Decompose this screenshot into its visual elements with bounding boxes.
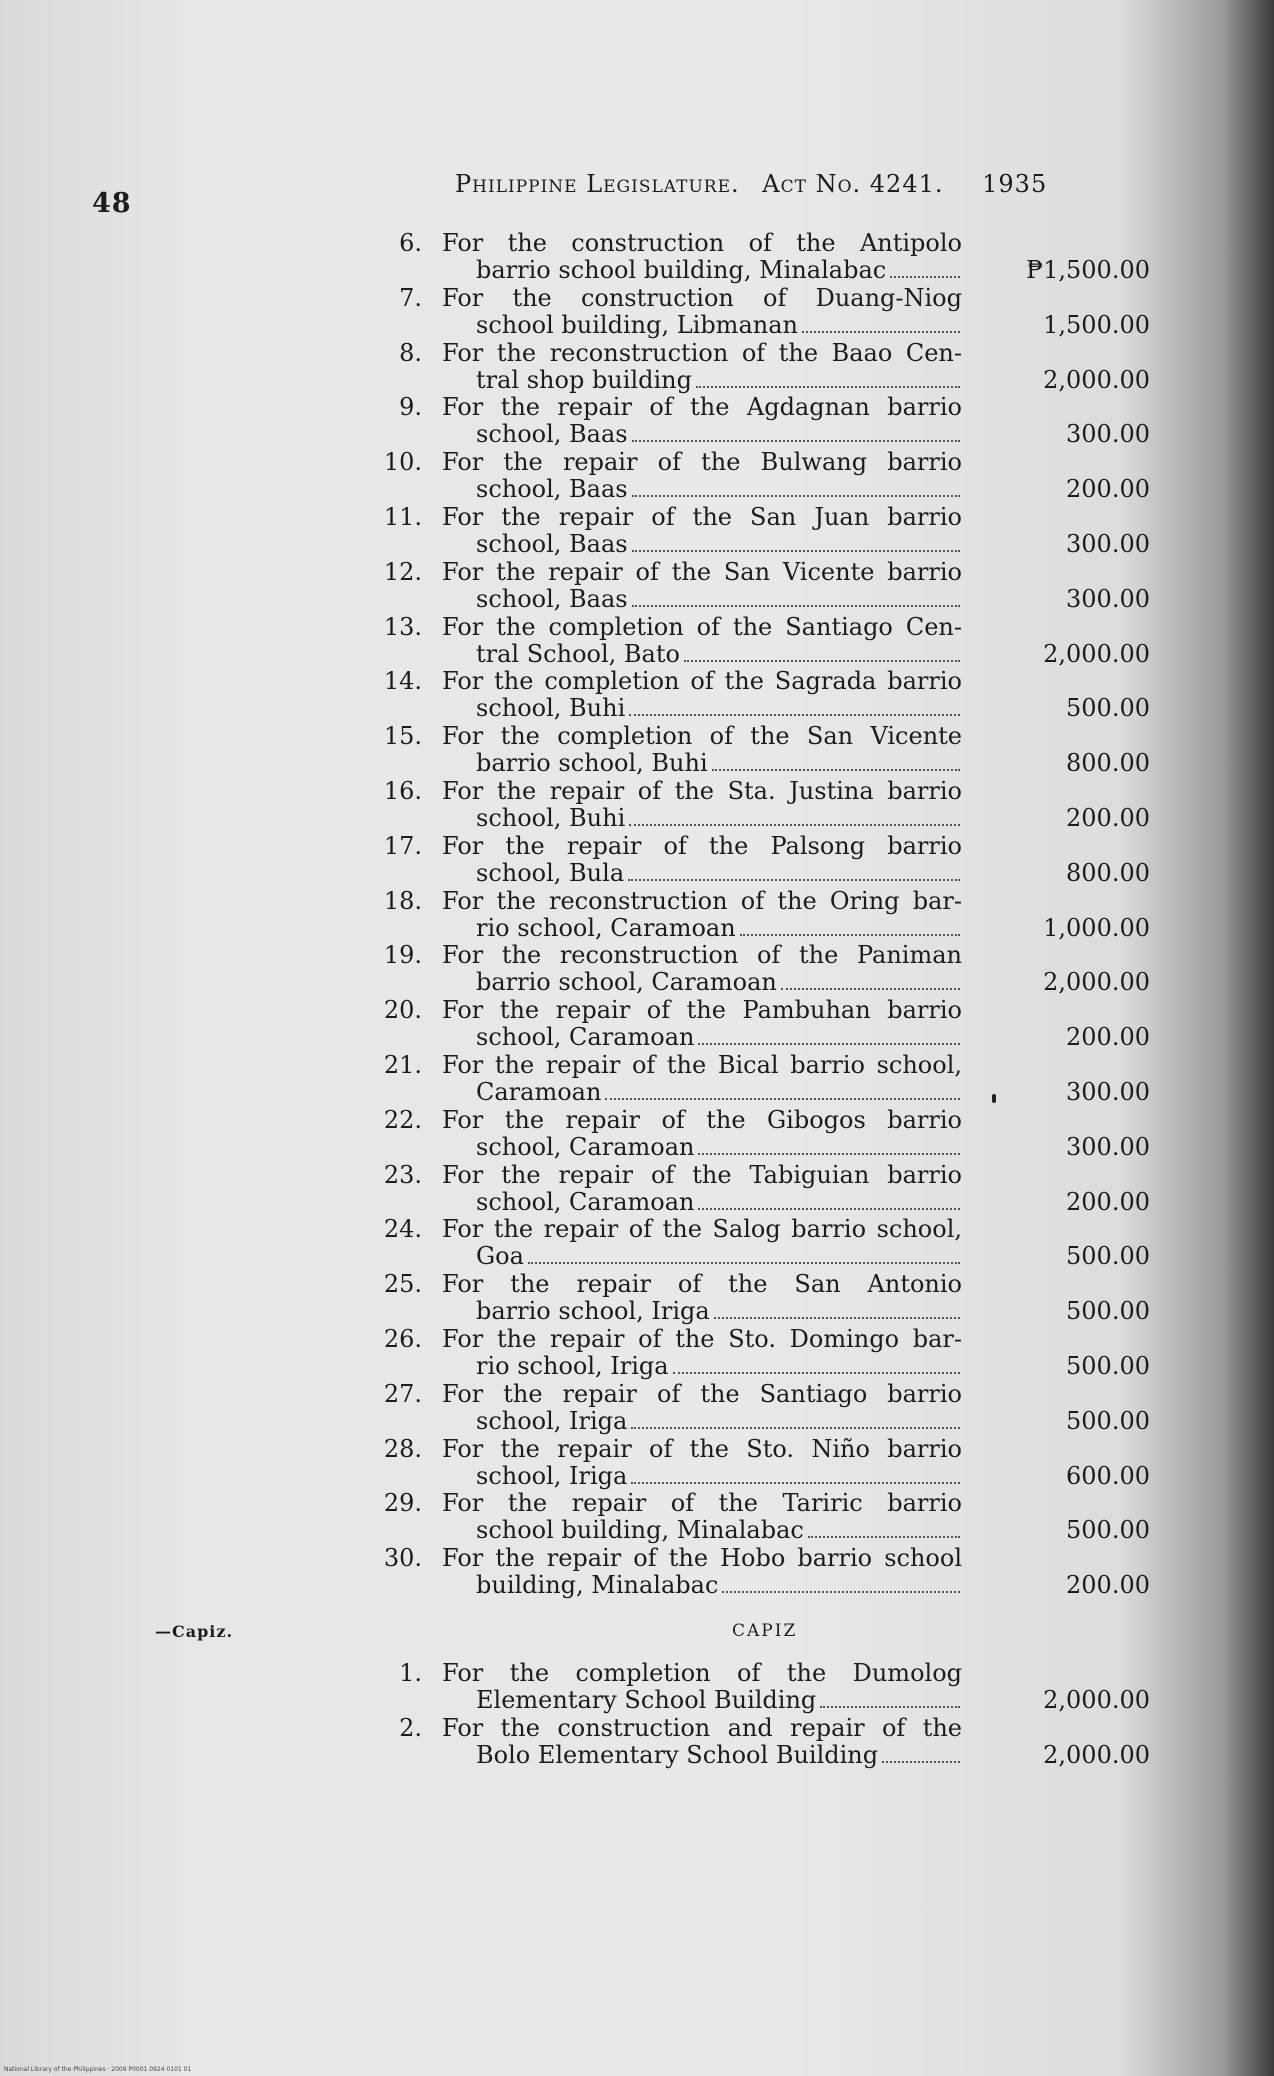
item-description-line2 (476, 915, 962, 942)
item-description-line1: For the completion of the San Vicente (442, 723, 962, 751)
item-description-line2 (476, 1189, 962, 1216)
dot-leader (632, 550, 960, 552)
dot-leader (882, 1761, 960, 1763)
list-item (380, 559, 1160, 614)
item-description-line1: For the completion of the Sagrada barrio (442, 668, 962, 696)
item-number: 19. (383, 941, 422, 970)
item-description-line1: For the repair of the San Vicente barrio (442, 558, 962, 586)
item-amount: 300.00 (1066, 584, 1150, 613)
item-amount: 200.00 (1066, 1571, 1150, 1600)
running-head (455, 170, 1047, 198)
item-number: 20. (383, 996, 422, 1025)
item-description-line2 (476, 805, 962, 832)
item-description-line2-text: school, Caramoan (476, 1188, 695, 1216)
item-amount: 200.00 (1066, 803, 1150, 832)
list-item (380, 1381, 1160, 1436)
item-amount: 500.00 (1066, 1351, 1150, 1380)
item-description-line1: For the repair of the Bical barrio school, (442, 1051, 962, 1079)
item-number: 8. (399, 338, 422, 367)
item-number: 26. (383, 1324, 422, 1353)
item-description-line2 (476, 969, 962, 996)
section-heading: CAPIZ (732, 1621, 798, 1641)
item-description-line2-text: school building, Libmanan (476, 311, 798, 339)
item-description-line2 (476, 695, 962, 722)
margin-note: —Capiz. (155, 1622, 234, 1641)
item-description-line2-text: school building, Minalabac (476, 1517, 804, 1545)
item-number: 27. (383, 1379, 422, 1408)
item-description-line1: For the repair of the San Antonio (442, 1271, 962, 1299)
dot-leader (628, 879, 960, 881)
item-number: 11. (383, 502, 422, 531)
item-description-line2 (476, 1243, 962, 1270)
item-description-line2-text: barrio school, Buhi (476, 750, 708, 778)
item-number: 23. (383, 1160, 422, 1189)
capiz-items-list (380, 1660, 1160, 1770)
dot-leader (631, 1482, 960, 1484)
ink-speck (992, 1094, 996, 1103)
list-item (380, 1107, 1160, 1162)
item-description-line1: For the construction of the Antipolo (442, 230, 962, 257)
list-item (380, 230, 1160, 285)
item-description-line2-text: Caramoan (476, 1078, 602, 1106)
item-amount: 800.00 (1066, 749, 1150, 778)
item-description-line2-text: school, Caramoan (476, 1133, 695, 1161)
item-description-line2-text: school, Buhi (476, 695, 626, 723)
item-number: 7. (399, 283, 422, 312)
item-number: 14. (383, 667, 422, 696)
item-description-line1: For the completion of the Dumolog (442, 1660, 962, 1687)
item-description-line2 (476, 1024, 962, 1051)
dot-leader (605, 1098, 960, 1100)
list-item (380, 449, 1160, 504)
item-description-line2 (476, 860, 962, 887)
item-number: 21. (383, 1050, 422, 1079)
item-description-line2 (476, 641, 962, 668)
item-description-line2 (476, 750, 962, 777)
item-description-line2 (476, 1079, 962, 1106)
list-item (380, 1490, 1160, 1545)
item-amount: 500.00 (1066, 1242, 1150, 1271)
dot-leader (890, 276, 960, 278)
item-description-line2 (476, 312, 962, 339)
item-amount: 2,000.00 (1043, 1740, 1150, 1769)
dot-leader (631, 1427, 960, 1429)
list-item (380, 1052, 1160, 1107)
item-number: 16. (383, 776, 422, 805)
dot-leader (714, 1317, 960, 1319)
item-description-line1: For the reconstruction of the Paniman (442, 942, 962, 970)
item-amount: 200.00 (1066, 475, 1150, 504)
item-description-line1: For the repair of the Bulwang barrio (442, 449, 962, 477)
running-head-act: Act No. 4241. (762, 170, 944, 198)
item-amount: 300.00 (1066, 1132, 1150, 1161)
item-number: 2. (399, 1713, 422, 1742)
item-description-line2-text: school, Baas (476, 421, 628, 449)
item-number: 24. (383, 1215, 422, 1244)
item-amount: 1,000.00 (1043, 913, 1150, 942)
item-description-line2-text: barrio school, Caramoan (476, 969, 777, 997)
dot-leader (629, 714, 960, 716)
item-amount: 600.00 (1066, 1461, 1150, 1490)
item-description-line2 (476, 1408, 962, 1435)
item-description-line1: For the construction and repair of the (442, 1714, 962, 1742)
item-amount: 500.00 (1066, 1406, 1150, 1435)
item-description-line2 (476, 1463, 962, 1490)
item-description-line2 (476, 476, 962, 503)
list-item (380, 285, 1160, 340)
item-description-line2-text: school, Iriga (476, 1462, 628, 1490)
item-description-line1: For the repair of the Agdagnan barrio (442, 394, 962, 422)
item-description-line2-text: school, Baas (476, 476, 628, 504)
item-description-line2 (476, 1517, 962, 1544)
item-description-line2-text: school, Bula (476, 859, 625, 887)
item-description-line2-text: Elementary School Building (476, 1687, 817, 1714)
list-item (380, 1271, 1160, 1326)
item-number: 17. (383, 831, 422, 860)
dot-leader (698, 1043, 960, 1045)
list-item (380, 1216, 1160, 1271)
item-number: 29. (383, 1489, 422, 1518)
item-description-line1: For the repair of the Tabiguian barrio (442, 1161, 962, 1189)
scan-footer: National Library of the Philippines · 2009 P0001 0924 0101 01 (4, 2066, 192, 2073)
list-item (380, 614, 1160, 669)
running-head-title: Philippine Legislature. (455, 170, 740, 198)
list-item (380, 1162, 1160, 1217)
item-description-line1: For the construction of Duang-Niog (442, 284, 962, 312)
list-item (380, 340, 1160, 395)
item-description-line2-text: Bolo Elementary School Building (476, 1741, 879, 1769)
item-description-line1: For the repair of the Sto. Niño barrio (442, 1435, 962, 1463)
dot-leader (722, 1591, 960, 1593)
item-description-line2-text: barrio school building, Minalabac (476, 257, 887, 284)
list-item (380, 1545, 1160, 1600)
list-item (380, 1660, 1160, 1715)
dot-leader (802, 331, 960, 333)
item-description-line2-text: school, Iriga (476, 1407, 628, 1435)
item-number: 22. (383, 1105, 422, 1134)
item-amount: 1,500.00 (1043, 310, 1150, 339)
item-description-line2-text: building, Minalabac (476, 1572, 719, 1600)
list-item (380, 778, 1160, 833)
dot-leader (629, 824, 960, 826)
dot-leader (712, 769, 960, 771)
list-item (380, 394, 1160, 449)
item-description-line1: For the repair of the Gibogos barrio (442, 1106, 962, 1134)
item-description-line1: For the repair of the Hobo barrio school (442, 1545, 962, 1573)
item-number: 18. (383, 886, 422, 915)
item-number: 28. (383, 1434, 422, 1463)
item-description-line2 (476, 586, 962, 613)
item-amount: 500.00 (1066, 1297, 1150, 1326)
item-description-line2 (476, 1572, 962, 1599)
list-item (380, 1326, 1160, 1381)
item-description-line2-text: tral School, Bato (476, 640, 680, 668)
item-description-line2 (476, 1742, 962, 1769)
item-description-line1: For the reconstruction of the Baao Cen- (442, 339, 962, 367)
item-amount: 500.00 (1066, 694, 1150, 723)
list-item (380, 997, 1160, 1052)
item-number: 10. (383, 448, 422, 477)
list-item (380, 723, 1160, 778)
item-number: 12. (383, 557, 422, 586)
item-description-line1: For the repair of the Salog barrio school, (442, 1216, 962, 1244)
item-description-line1: For the repair of the San Juan barrio (442, 503, 962, 531)
item-description-line2 (476, 1134, 962, 1161)
item-amount: 300.00 (1066, 1077, 1150, 1106)
item-number: 25. (383, 1270, 422, 1299)
item-description-line1: For the completion of the Santiago Cen- (442, 613, 962, 641)
dot-leader (820, 1706, 960, 1708)
dot-leader (528, 1262, 960, 1264)
item-description-line2-text: school, Baas (476, 530, 628, 558)
item-number: 13. (383, 612, 422, 641)
item-description-line2 (476, 421, 962, 448)
item-description-line1: For the repair of the Sta. Justina barrio (442, 777, 962, 805)
page-number: 48 (92, 188, 132, 219)
item-description-line2-text: rio school, Iriga (476, 1352, 669, 1380)
running-head-year: 1935 (982, 170, 1048, 198)
dot-leader (740, 934, 960, 936)
dot-leader (632, 605, 960, 607)
item-amount: 200.00 (1066, 1023, 1150, 1052)
item-amount: 500.00 (1066, 1516, 1150, 1545)
item-amount: 800.00 (1066, 858, 1150, 887)
dot-leader (808, 1536, 960, 1538)
item-number: 30. (383, 1544, 422, 1573)
item-amount: ₱1,500.00 (1026, 256, 1150, 284)
dot-leader (698, 1208, 960, 1210)
list-item (380, 1715, 1160, 1770)
dot-leader (696, 386, 960, 388)
item-description-line1: For the repair of the Pambuhan barrio (442, 997, 962, 1025)
item-amount: 2,000.00 (1043, 1686, 1150, 1714)
item-number: 1. (399, 1659, 422, 1687)
item-description-line2-text: school, Caramoan (476, 1024, 695, 1052)
item-description-line1: For the repair of the Sto. Domingo bar- (442, 1325, 962, 1353)
item-description-line1: For the reconstruction of the Oring bar- (442, 887, 962, 915)
item-description-line2-text: rio school, Caramoan (476, 914, 736, 942)
dot-leader (684, 660, 960, 662)
item-amount: 300.00 (1066, 529, 1150, 558)
list-item (380, 942, 1160, 997)
item-description-line2-text: tral shop building (476, 366, 692, 394)
item-description-line2 (476, 257, 962, 284)
item-description-line2 (476, 531, 962, 558)
item-amount: 300.00 (1066, 420, 1150, 449)
item-amount: 2,000.00 (1043, 968, 1150, 997)
item-amount: 2,000.00 (1043, 365, 1150, 394)
dot-leader (632, 440, 960, 442)
item-description-line1: For the repair of the Santiago barrio (442, 1380, 962, 1408)
item-description-line2 (476, 1687, 962, 1714)
dot-leader (632, 495, 960, 497)
item-description-line2 (476, 1353, 962, 1380)
item-description-line2 (476, 1298, 962, 1325)
appropriation-items-list (380, 230, 1160, 1600)
list-item (380, 888, 1160, 943)
dot-leader (698, 1153, 960, 1155)
item-number: 6. (399, 229, 422, 257)
list-item (380, 833, 1160, 888)
item-number: 9. (399, 393, 422, 422)
list-item (380, 668, 1160, 723)
item-number: 15. (383, 722, 422, 751)
list-item (380, 1436, 1160, 1491)
item-description-line1: For the repair of the Tariric barrio (442, 1490, 962, 1518)
item-description-line2 (476, 367, 962, 394)
item-amount: 2,000.00 (1043, 639, 1150, 668)
item-description-line2-text: school, Baas (476, 585, 628, 613)
item-description-line2-text: school, Buhi (476, 804, 626, 832)
dot-leader (673, 1372, 960, 1374)
item-description-line1: For the repair of the Palsong barrio (442, 832, 962, 860)
item-amount: 200.00 (1066, 1187, 1150, 1216)
list-item (380, 504, 1160, 559)
item-description-line2-text: barrio school, Iriga (476, 1298, 710, 1326)
dot-leader (781, 988, 960, 990)
item-description-line2-text: Goa (476, 1243, 524, 1271)
